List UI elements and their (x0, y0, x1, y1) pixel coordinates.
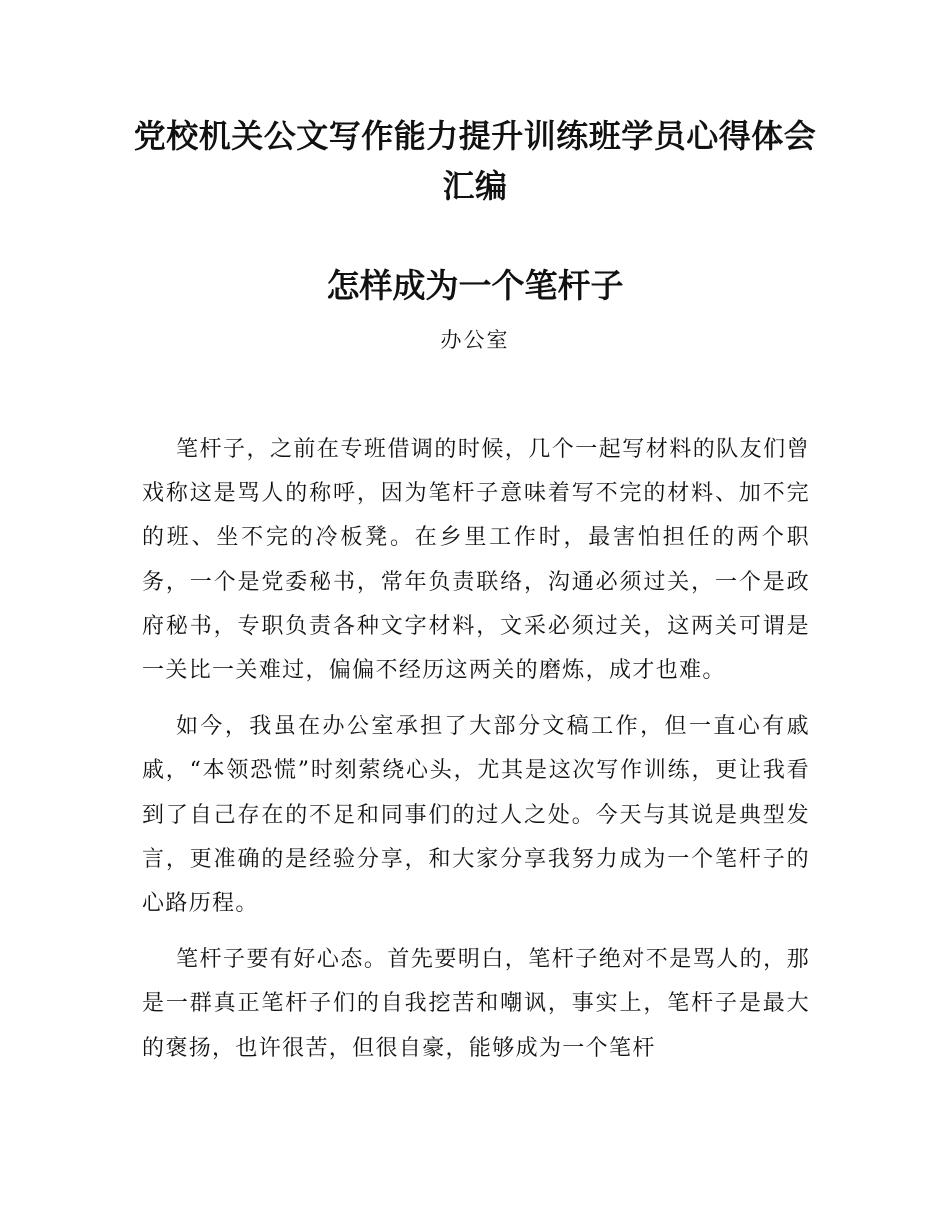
paragraph: 如今，我虽在办公室承担了大部分文稿工作，但一直心有戚戚，“本领恐慌”时刻萦绕心头，尤其是这次写作训练，更让我看到了自己存在的不足和同事们的过人之处。今天与其说是典型发言，更准确的是经验分享，和大家分享我努力成为一个笔杆子的心路历程。 (142, 714, 810, 917)
paragraph: 笔杆子，之前在专班借调的时候，几个一起写材料的队友们曾戏称这是骂人的称呼，因为笔杆子意味着写不完的材料、加不完的班、坐不完的冷板凳。在乡里工作时，最害怕担任的两个职务，一个是党委秘书，常年负责联络，沟通必须过关，一个是政府秘书，专职负责各种文字材料，文采必须过关，这两关可谓是一关比一关难过，偏偏不经历这两关的磨炼，成才也难。 (142, 437, 810, 684)
author-department: 办公室 (440, 328, 510, 352)
document-title: 党校机关公文写作能力提升训练班学员心得体会汇编 (133, 117, 817, 205)
article-title: 怎样成为一个笔杆子 (326, 266, 624, 305)
article-body (142, 428, 810, 1083)
paragraph: 笔杆子要有好心态。首先要明白，笔杆子绝对不是骂人的，那是一群真正笔杆子们的自我挖苦和嘲讽，事实上，笔杆子是最大的褒扬，也许很苦，但很自豪，能够成为一个笔杆 (142, 947, 810, 1061)
